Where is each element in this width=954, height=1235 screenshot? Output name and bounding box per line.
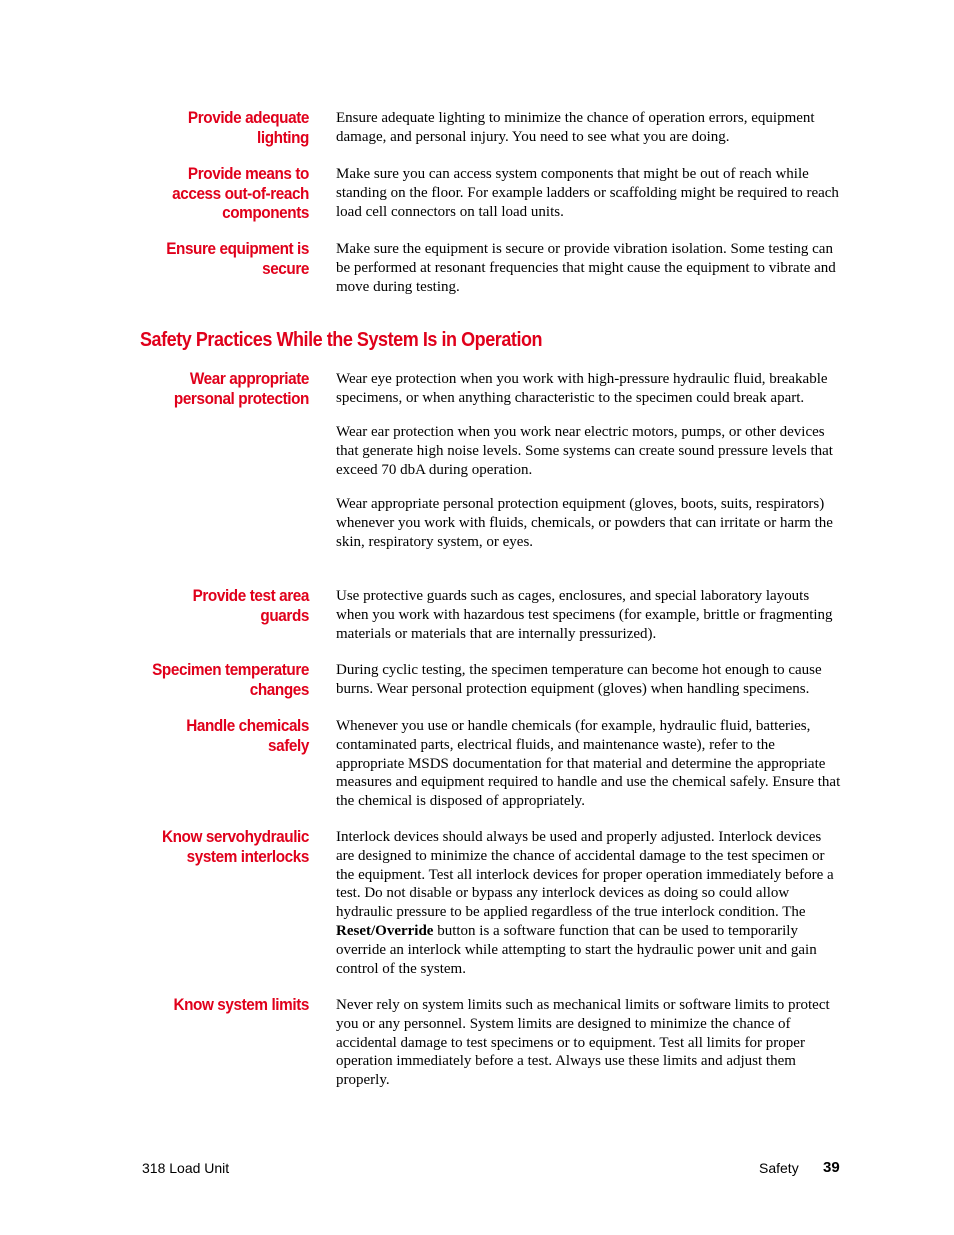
section-heading: Safety Practices While the System Is in Operation: [140, 329, 543, 351]
footer-document-title: 318 Load Unit: [142, 1160, 230, 1176]
entry-heading: Specimen temperature changes: [152, 660, 309, 699]
entry-body: [336, 165, 842, 221]
paragraph: Wear ear protection when you work near electric motors, pumps, or other devices that generate high noise levels. Some systems can create sound pressure levels that exceed 70 dbA during operation.: [336, 424, 833, 478]
paragraph: Wear eye protection when you work with high-pressure hydraulic fluid, breakable specimens, or when anything characteristic to the specimen could break apart.: [336, 371, 828, 406]
entry-body: [336, 370, 842, 551]
paragraph: Never rely on system limits such as mechanical limits or software limits to protect you or any personnel. System limits are designed to minimize the chance of accidental damage to test specimens or to equipment. Test all limits for proper operation immediately before a test. Always use these limits and adjust them properly.: [336, 997, 830, 1089]
paragraph: Use protective guards such as cages, enclosures, and special laboratory layouts when you work with hazardous test specimens (for example, brittle or fragmenting materials or materials that are internally pressurized).: [336, 588, 833, 642]
entry-body: [336, 996, 842, 1090]
entry-heading: Wear appropriate personal protection: [173, 369, 309, 408]
entry-body: [336, 661, 842, 699]
footer-page-number: 39: [823, 1159, 840, 1176]
paragraph: Make sure the equipment is secure or provide vibration isolation. Some testing can be performed at resonant frequencies that might cause the equipment to vibrate and move during testing.: [336, 241, 836, 295]
paragraph: Make sure you can access system components that might be out of reach while standing on the floor. For example ladders or scaffolding might be required to reach load cell connectors on tall load units.: [336, 166, 839, 220]
entry-body: [336, 240, 842, 296]
entry-heading: Know system limits: [173, 995, 309, 1014]
entry-heading: Ensure equipment is secure: [166, 239, 309, 278]
entry-body: [336, 109, 842, 147]
entry-heading: Know servohydraulic system interlocks: [161, 827, 309, 866]
entry-heading: Handle chemicals safely: [186, 716, 309, 755]
reset-override-term: Reset/Override: [336, 922, 434, 939]
footer-section-name: Safety: [759, 1160, 799, 1176]
entry-body: [336, 828, 842, 978]
paragraph: During cyclic testing, the specimen temperature can become hot enough to cause burns. Wear personal protection equipment (gloves) when handling specimens.: [336, 662, 822, 697]
entry-heading: Provide means to access out-of-reach components: [172, 164, 309, 222]
entry-heading: Provide adequate lighting: [187, 108, 309, 147]
entry-body: [336, 587, 842, 643]
paragraph: Interlock devices should always be used and properly adjusted. Interlock devices are designed to minimize the chance of accidental damage to the test specimen or the equipment. Test all interlock devices for proper operation immediately before a test. Do not disable or bypass any interlock devices as doing so could allow hydraulic pressure to be applied regardless of the true interlock condition. The Reset/Override button is a software function that can be used to temporarily override an interlock while attempting to start the hydraulic power unit and gain control of the system.: [336, 829, 834, 977]
entry-body: [336, 717, 842, 811]
paragraph: Ensure adequate lighting to minimize the chance of operation errors, equipment damage, and personal injury. You need to see what you are doing.: [336, 110, 815, 145]
entry-heading: Provide test area guards: [192, 586, 309, 625]
paragraph: Wear appropriate personal protection equipment (gloves, boots, suits, respirators) whenever you work with fluids, chemicals, or powders that can irritate or harm the skin, respiratory system, or eyes.: [336, 495, 833, 550]
paragraph: Whenever you use or handle chemicals (for example, hydraulic fluid, batteries, contaminated parts, electrical fluids, and maintenance waste), refer to the appropriate MSDS documentation for that material and determine the appropriate measures and equipment required to handle and use the chemical safely. Ensure that the chemical is disposed of appropriately.: [336, 718, 841, 810]
